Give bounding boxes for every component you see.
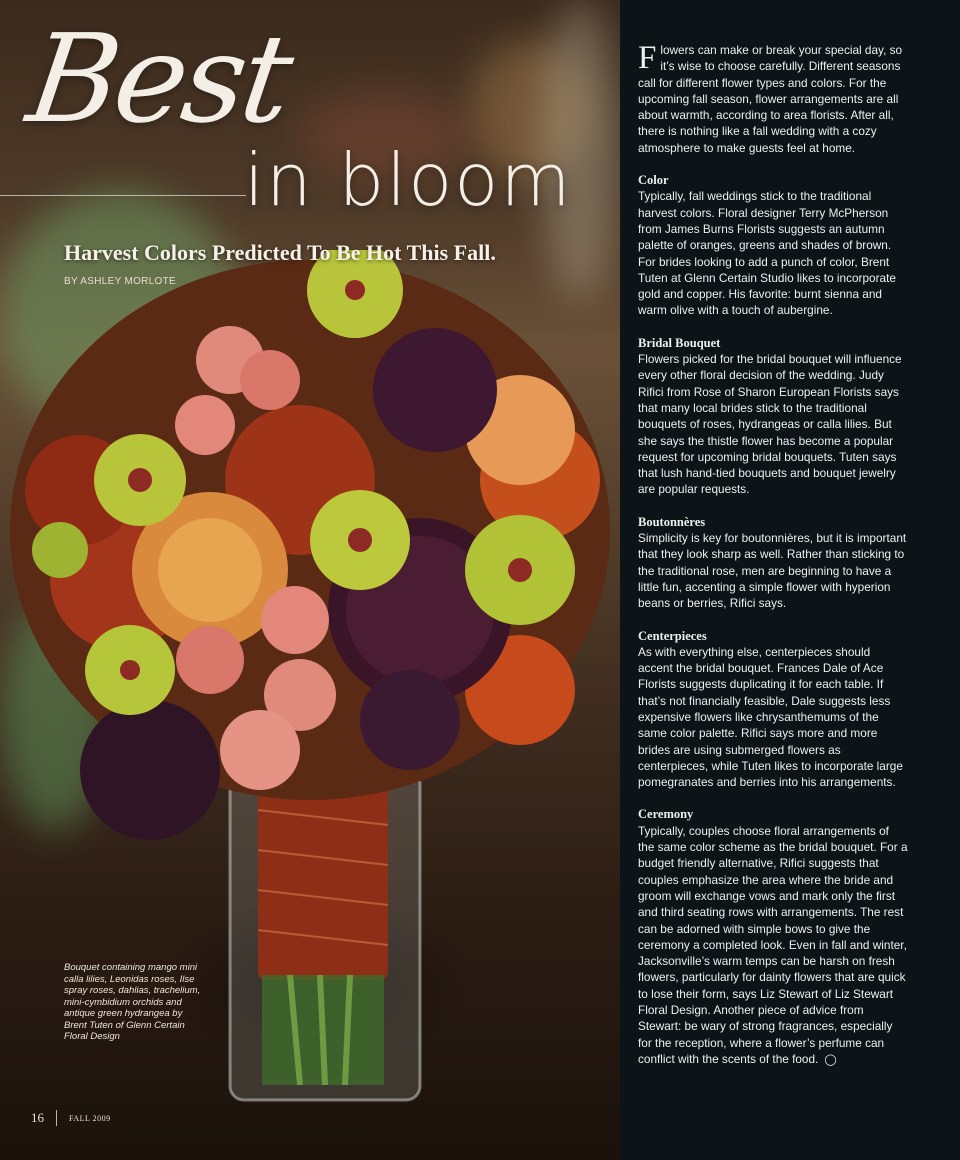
issue-label: FALL 2009 [69, 1114, 111, 1123]
headline-main: in bloom [244, 138, 573, 222]
section-heading-boutonnieres: Boutonnères [638, 514, 706, 529]
section-heading-ceremony: Ceremony [638, 807, 694, 822]
section-heading-color: Color [638, 173, 669, 188]
byline: BY ASHLEY MORLOTE [64, 276, 176, 287]
headline-script: Best [20, 8, 298, 150]
section-body-color: Typically, fall weddings stick to the traditional harvest colors. Floral designer Terry McPherson from James Burns Florists suggests an autumn palette of oranges, greens and shades of brown. For brides looking to add a punch of color, Brent Tuten at Glenn Certain Studio likes to incorporate gold and copper. His favorite: burnt sienna and warm olive with a touch of aubergine. [638, 189, 896, 318]
section-heading-bridal-bouquet: Bridal Bouquet [638, 335, 721, 350]
section-body-centerpieces: As with everything else, centerpieces should accent the bridal bouquet. Frances Dale of Ace Florists suggests duplicating it for each table. If that’s not financially feasible, Dale suggests less expensive flowers like chrysanthemums of the same color palette. Rifici says more and more brides are using submerged flowers as centerpieces, while Tuten likes to incorporate large pomegranates and berries into his arrangements. [638, 644, 903, 790]
section-heading-centerpieces: Centerpieces [638, 628, 707, 643]
intro-paragraph [638, 42, 908, 156]
page-number: 16 [31, 1110, 44, 1125]
flower-bouquet [10, 250, 610, 840]
title-rule [0, 195, 246, 196]
subheadline: Harvest Colors Predicted To Be Hot This Fall. [64, 240, 496, 265]
photo-caption: Bouquet containing mango mini calla lilies, Leonidas roses, Ilse spray roses, dahlias, trachelium, mini-cymbidium orchids and antique green hydrangea by Brent Tuten of Glenn Certain Floral Design [64, 962, 201, 1043]
intro-text: lowers can make or break your special day, so it’s wise to choose carefully. Different seasons call for different flower types and colors. For the upcoming fall season, flower arrangements are all about warmth, according to area florists. After all, there is nothing like a fall wedding with a cozy atmosphere to make guests feel at home. [638, 43, 903, 155]
ring-icon: ◯ [824, 1053, 837, 1066]
section-body-bridal-bouquet: Flowers picked for the bridal bouquet will influence every other floral decision of the wedding. Judy Rifici from Rose of Sharon European Florists says that many local brides stick to the traditional bouquets of roses, hydrangeas or calla lilies. But she says the thistle flower has become a popular request for upcoming bridal bouquets. Tuten says that lush hand-tied bouquets and bouquet jewelry are popular requests. [638, 352, 902, 497]
glass-vase [230, 770, 420, 1100]
section-body-ceremony: Typically, couples choose floral arrangements of the same color scheme as the bridal bouquet. For a budget friendly alternative, Rifici suggests that couples emphasize the area where the bride and groom will exchange vows and mark only the first and third seating rows with arrangements. The rest can be adorned with simple bows to give the ceremony a completed look. Even in fall and winter, Jacksonville’s warm temps can be harsh on fresh flowers, particularly for dainty flowers that are quick to lose their form, says Liz Stewart of Liz Stewart Floral Design. Another piece of advice from Stewart: be wary of strong fragrances, especially for the reception, where a flower’s perfume can conflict with the scents of the food. [638, 823, 908, 1066]
drop-cap: F [638, 40, 657, 76]
section-body-ceremony-wrap [638, 823, 908, 1068]
article-column [638, 42, 908, 1068]
folio-divider [56, 1110, 57, 1126]
section-body-boutonnieres: Simplicity is key for boutonnières, but it is important that they look sharp as well. Rather than sticking to the traditional rose, men are beginning to have a little fun, accenting a simple flower with hyperion beans or berries, Rifici says. [638, 531, 907, 611]
